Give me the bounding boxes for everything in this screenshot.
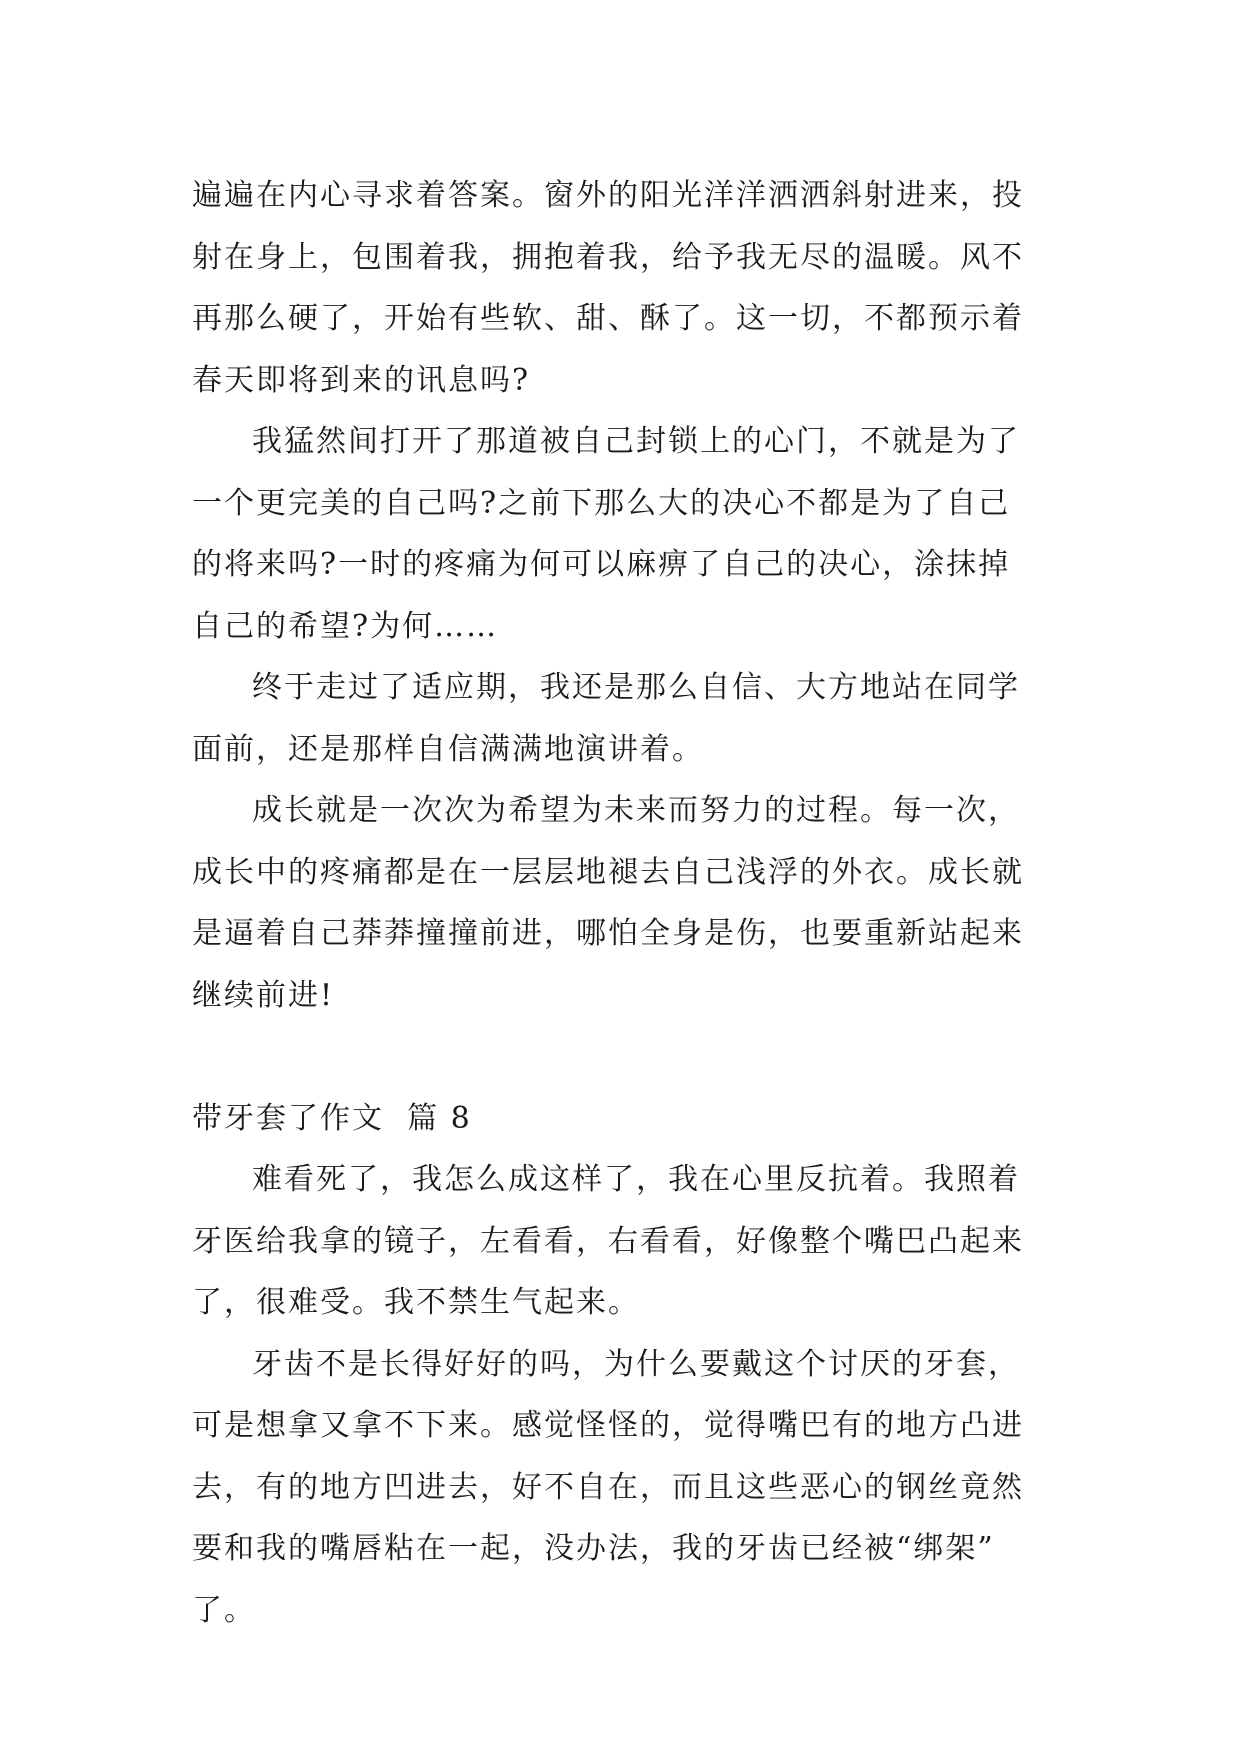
paragraph-line: 自己的希望?为何…… [192, 608, 499, 644]
paragraph-1 [192, 165, 1052, 411]
paragraph-3 [192, 657, 1052, 780]
paragraph-line: 面前，还是那样自信满满地演讲着。 [192, 731, 704, 767]
paragraph-line: 我猛然间打开了那道被自己封锁上的心门，不就是为了 [252, 424, 1020, 459]
paragraph-line: 成长就是一次次为希望为未来而努力的过程。每一次， [252, 793, 1020, 828]
paragraph-2 [192, 411, 1052, 657]
paragraph-line: 遍遍在内心寻求着答案。窗外的阳光洋洋洒洒斜射进来，投 [192, 178, 1024, 213]
paragraph-line: 了。 [192, 1592, 256, 1628]
paragraph-line: 终于走过了适应期，我还是那么自信、大方地站在同学 [252, 670, 1020, 705]
paragraph-line: 可是想拿又拿不下来。感觉怪怪的，觉得嘴巴有的地方凸进 [192, 1408, 1024, 1443]
paragraph-4 [192, 780, 1052, 1026]
paragraph-line: 的将来吗?一时的疼痛为何可以麻痹了自己的决心，涂抹掉 [192, 547, 1011, 582]
paragraph-line: 是逼着自己莽莽撞撞前进，哪怕全身是伤，也要重新站起来 [192, 916, 1024, 951]
paragraph-line: 牙齿不是长得好好的吗，为什么要戴这个讨厌的牙套， [252, 1346, 1020, 1382]
paragraph-line: 射在身上，包围着我，拥抱着我，给予我无尽的温暖。风不 [192, 239, 1024, 275]
section-heading: 带牙套了作文 篇 8 [192, 1100, 472, 1136]
paragraph-line: 难看死了，我怎么成这样了，我在心里反抗着。我照着 [252, 1162, 1020, 1197]
paragraph-line: 要和我的嘴唇粘在一起，没办法，我的牙齿已经被“绑架” [192, 1531, 995, 1566]
paragraph-6 [192, 1334, 1052, 1642]
paragraph-line: 一个更完美的自己吗?之前下那么大的决心不都是为了自己 [192, 485, 1011, 521]
paragraph-line: 成长中的疼痛都是在一层层地褪去自己浅浮的外衣。成长就 [192, 854, 1024, 890]
document-body [192, 165, 1052, 1641]
paragraph-5 [192, 1149, 1052, 1334]
paragraph-line: 继续前进! [192, 977, 335, 1013]
paragraph-line: 去，有的地方凹进去，好不自在，而且这些恶心的钢丝竟然 [192, 1469, 1024, 1505]
paragraph-line: 再那么硬了，开始有些软、甜、酥了。这一切，不都预示着 [192, 301, 1024, 336]
paragraph-line: 牙医给我拿的镜子，左看看，右看看，好像整个嘴巴凸起来 [192, 1223, 1024, 1259]
paragraph-line: 了，很难受。我不禁生气起来。 [192, 1285, 640, 1320]
paragraph-line: 春天即将到来的讯息吗? [192, 362, 531, 398]
